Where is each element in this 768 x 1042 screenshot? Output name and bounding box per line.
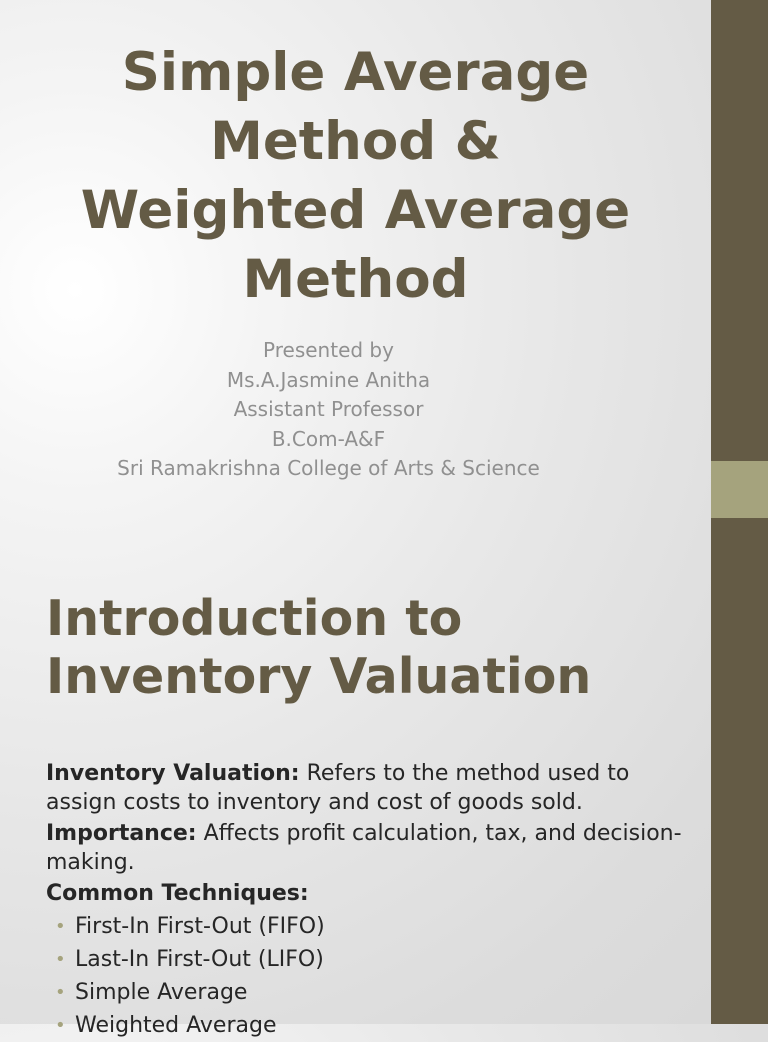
section-title <box>46 590 686 706</box>
definition-term: Inventory Valuation: <box>46 761 300 786</box>
importance-paragraph <box>46 819 686 877</box>
list-item-text: First-In First-Out (FIFO) <box>75 914 325 939</box>
list-item <box>46 943 686 976</box>
slide-title-line: Weighted Average <box>80 180 631 241</box>
techniques-paragraph <box>46 879 686 908</box>
slide-body <box>46 759 686 1042</box>
presenter-college: Sri Ramakrishna College of Arts & Science <box>117 456 540 481</box>
techniques-list <box>46 910 686 1042</box>
list-item-text: Simple Average <box>75 980 248 1005</box>
presenter-role: Assistant Professor <box>233 397 424 422</box>
techniques-term: Common Techniques: <box>46 881 309 906</box>
list-item <box>46 976 686 1009</box>
bullet-icon: • <box>55 982 66 1003</box>
presenter-name: Ms.A.Jasmine Anitha <box>226 367 431 392</box>
list-item-text: Last-In First-Out (LIFO) <box>75 947 324 972</box>
slide-title-line: Method & <box>210 111 501 172</box>
bullet-icon: • <box>55 949 66 970</box>
presenter-department: B.Com-A&F <box>271 426 386 451</box>
definition-text: Refers to the method used to assign costs to inventory and cost of goods sold. <box>46 761 630 815</box>
bullet-icon: • <box>55 1015 66 1036</box>
list-item <box>46 1009 686 1042</box>
slide-title-line: Simple Average <box>121 42 590 103</box>
list-item-text: Weighted Average <box>75 1013 277 1038</box>
bullet-icon: • <box>55 916 66 937</box>
list-item <box>46 910 686 943</box>
section-title-line: Inventory Valuation <box>46 648 592 705</box>
side-bar-accent <box>711 461 768 518</box>
importance-term: Importance: <box>46 821 197 846</box>
slide-title-line: Method <box>242 249 469 310</box>
definition-paragraph <box>46 759 686 817</box>
section-title-line: Introduction to <box>46 590 463 647</box>
importance-text: Affects profit calculation, tax, and decision-making. <box>46 821 682 875</box>
slide-title <box>0 38 711 314</box>
presented-by-label: Presented by <box>263 338 394 362</box>
presenter-info <box>0 336 657 484</box>
